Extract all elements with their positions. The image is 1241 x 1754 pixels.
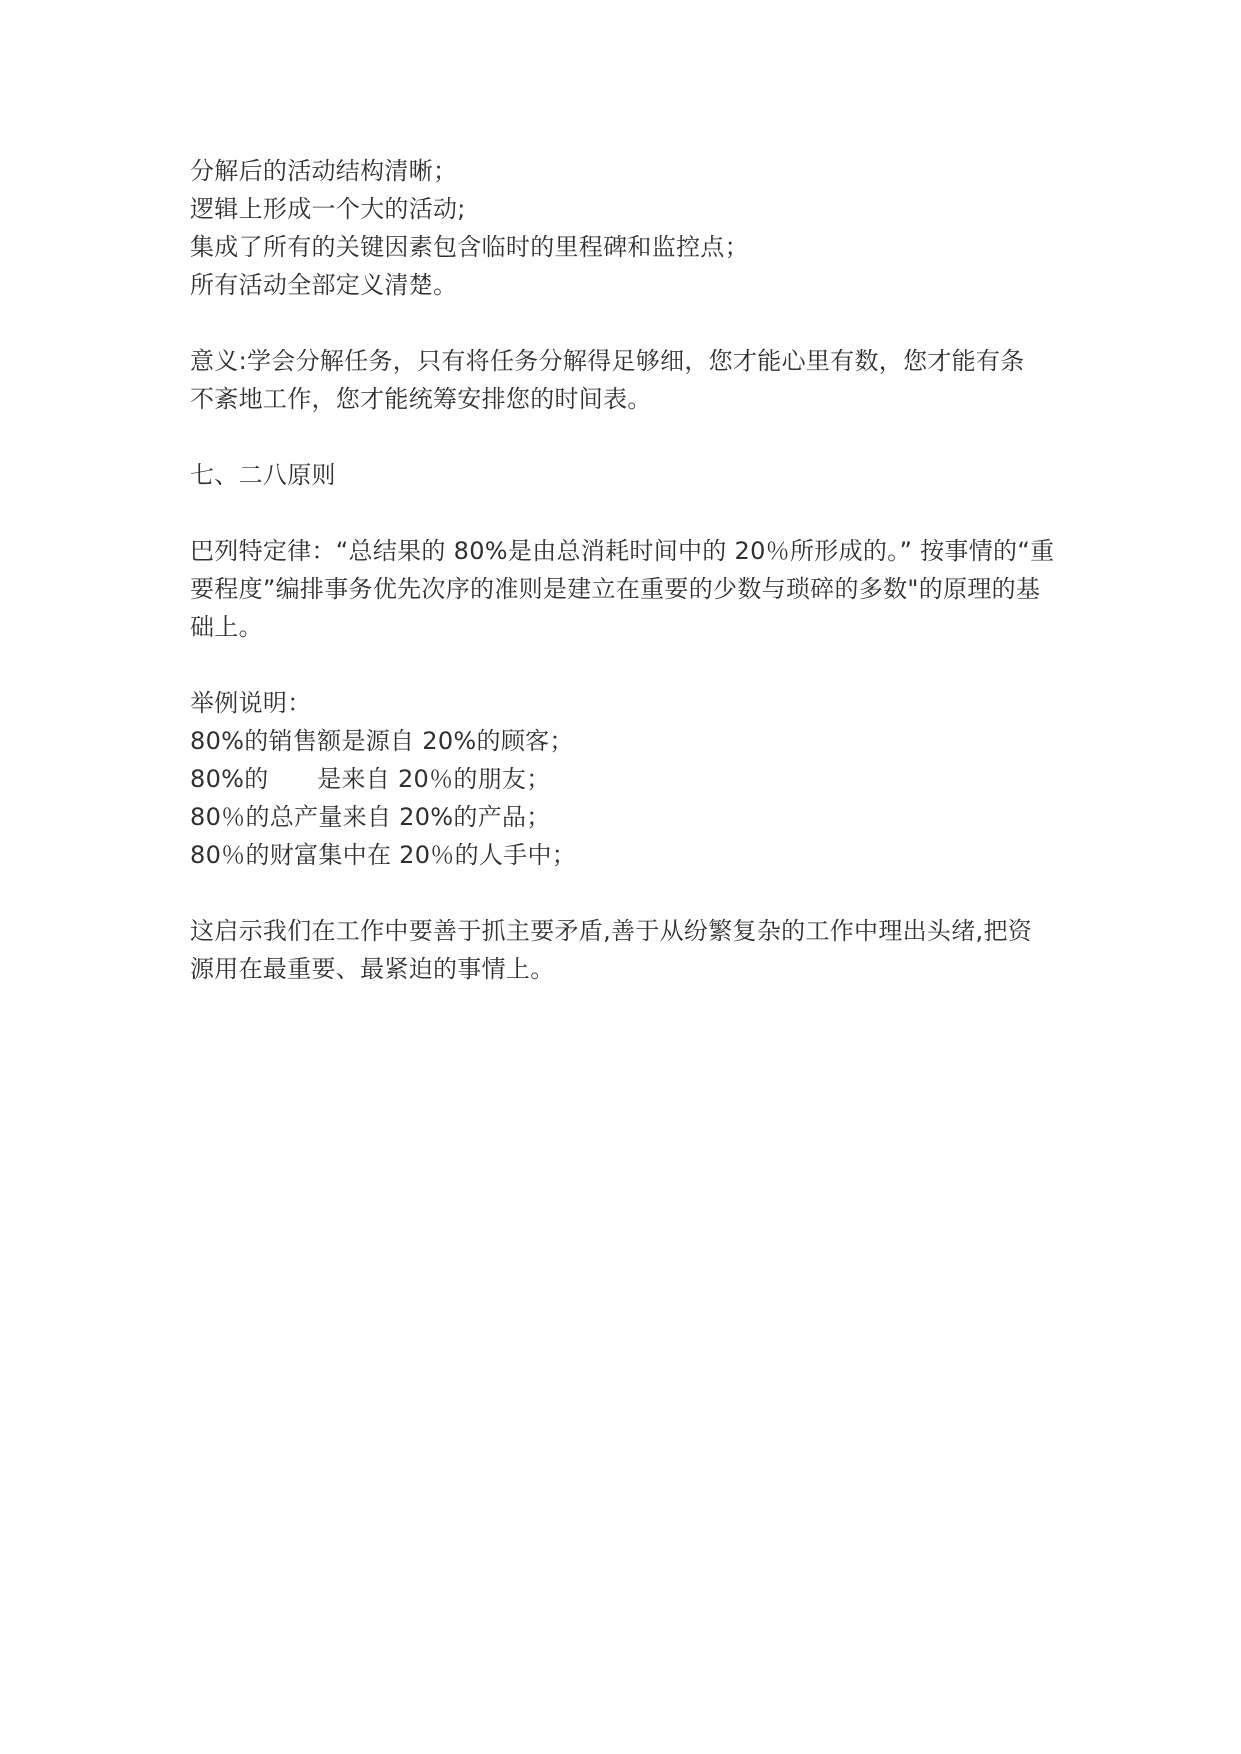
examples-list (190, 684, 1070, 874)
text-line: 要程度”编排事务优先次序的准则是建立在重要的少数与琐碎的多数"的原理的基 (190, 575, 1041, 603)
text-line: 逻辑上形成一个大的活动; (190, 195, 466, 223)
text-line: 源用在最重要、最紧迫的事情上。 (190, 955, 555, 983)
conclusion-paragraph (190, 912, 1070, 988)
text-line: 所有活动全部定义清楚。 (190, 271, 458, 299)
text-line: 巴列特定律：“总结果的 80%是由总消耗时间中的 20％所形成的。” 按事情的“重 (190, 537, 1055, 565)
text-line: 分解后的活动结构清晰； (190, 157, 458, 185)
significance-paragraph (190, 342, 1070, 418)
text-line: 80%的销售额是源自 20%的顾客； (190, 727, 574, 755)
text-line: 这启示我们在工作中要善于抓主要矛盾,善于从纷繁复杂的工作中理出头绪,把资 (190, 917, 1033, 945)
wbs-criteria-list (190, 152, 1070, 304)
paragraph-gap (190, 646, 1070, 684)
text-line: 不紊地工作，您才能统筹安排您的时间表。 (190, 385, 652, 413)
pareto-law-paragraph (190, 532, 1070, 646)
text-line: 80％的财富集中在 20％的人手中； (190, 841, 577, 869)
paragraph-gap (190, 418, 1070, 456)
text-line: 80%的 是来自 20％的朋友； (190, 765, 551, 793)
text-line: 意义:学会分解任务，只有将任务分解得足够细，您才能心里有数，您才能有条 (190, 347, 1025, 375)
document-body (190, 152, 1070, 988)
paragraph-gap (190, 304, 1070, 342)
text-line: 举例说明： (190, 689, 312, 717)
paragraph-gap (190, 874, 1070, 912)
paragraph-gap (190, 494, 1070, 532)
heading-text: 七、二八原则 (190, 461, 336, 489)
section-heading (190, 456, 1070, 494)
text-line: 础上。 (190, 613, 263, 641)
text-line: 集成了所有的关键因素包含临时的里程碑和监控点； (190, 233, 749, 261)
text-line: 80％的总产量来自 20%的产品； (190, 803, 551, 831)
